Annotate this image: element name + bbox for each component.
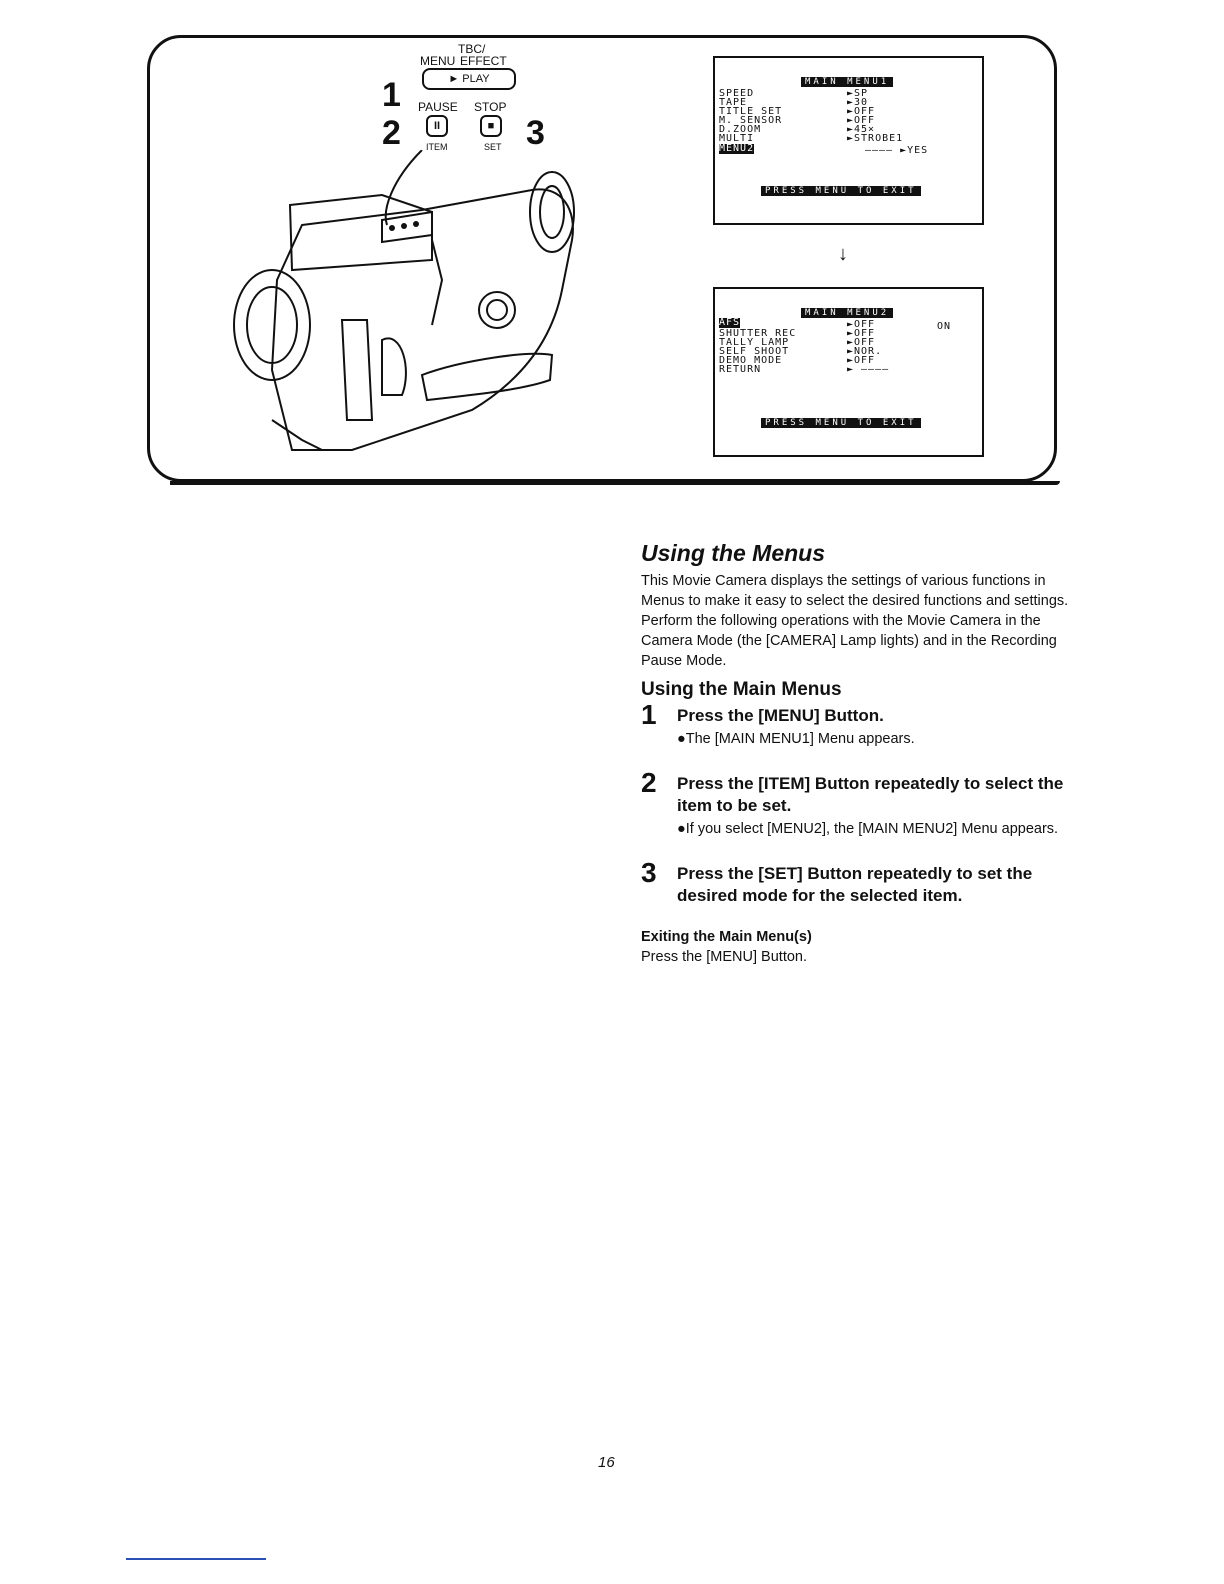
pause-label: PAUSE <box>418 100 458 114</box>
intro-paragraph: Perform the following operations with the Movie Camera in the Camera Mode (the [CAMERA] Lamp lights) and in the Recording Pause Mode. <box>641 613 1057 669</box>
stop-label: STOP <box>474 100 507 114</box>
step <box>641 699 1071 749</box>
camcorder-illustration <box>232 150 582 470</box>
menu1-value: ►OFF <box>847 115 876 126</box>
menu2-value: ►OFF <box>847 355 876 366</box>
menu1-footer: PRESS MENU TO EXIT <box>761 186 921 196</box>
menu2-value: ►OFF <box>847 337 876 348</box>
step <box>641 767 1071 839</box>
subheading: Using the Main Menus <box>641 679 842 700</box>
menu1-item: SPEED <box>719 88 755 99</box>
callout-1: 1 <box>382 76 401 114</box>
menu2-header: MAIN MENU2 <box>801 308 893 318</box>
exit-text: Press the [MENU] Button. <box>641 949 808 965</box>
button-diagram <box>370 42 560 152</box>
menu2-item-selected: AFS <box>719 317 741 328</box>
menu1-value: ►45× <box>847 124 876 135</box>
section-title: Using the Menus <box>641 540 826 566</box>
stop-button: ■ <box>480 115 502 137</box>
menu1-item: TITLE SET <box>719 106 783 117</box>
play-button: ► PLAY <box>422 68 516 90</box>
menu2-extra: ON <box>937 321 952 332</box>
set-label: SET <box>484 142 502 152</box>
step-number: 3 <box>641 857 657 888</box>
pause-button: II <box>426 115 448 137</box>
menu-label: MENU <box>420 54 456 68</box>
item-label: ITEM <box>426 142 448 152</box>
menu2-value: ► –––– <box>847 364 890 375</box>
menu2-item: RETURN <box>719 364 762 375</box>
menu1-value: –––– ►YES <box>865 145 929 156</box>
callout-2: 2 <box>382 114 401 152</box>
menu2-item: TALLY LAMP <box>719 337 790 348</box>
step-note: ●The [MAIN MENU1] Menu appears. <box>677 731 915 747</box>
down-arrow-icon: ↓ <box>838 243 848 265</box>
instructions <box>641 540 1071 967</box>
menu1-item-selected: MENU2 <box>719 143 755 154</box>
menu2-item: SHUTTER REC <box>719 328 797 339</box>
menu1-item: M. SENSOR <box>719 115 783 126</box>
menu1-header: MAIN MENU1 <box>801 77 893 87</box>
menu2-value: ►OFF <box>847 319 876 330</box>
main-menu1-screen <box>713 56 984 225</box>
step-note: ●If you select [MENU2], the [MAIN MENU2] Menu appears. <box>677 821 1059 837</box>
step-title: Press the [ITEM] Button repeatedly to select the item to be set. <box>677 774 1064 815</box>
step <box>641 857 1071 907</box>
menu2-item: SELF SHOOT <box>719 346 790 357</box>
callout-3: 3 <box>526 114 545 152</box>
menu2-footer: PRESS MENU TO EXIT <box>761 418 921 428</box>
menu1-value: ►OFF <box>847 106 876 117</box>
intro-paragraph: This Movie Camera displays the settings of various functions in Menus to make it easy to select the desired functions and settings. <box>641 573 1069 609</box>
menu1-value: ►STROBE1 <box>847 133 904 144</box>
menu2-item: DEMO MODE <box>719 355 783 366</box>
menu1-value: ►SP <box>847 88 869 99</box>
main-menu2-screen <box>713 287 984 457</box>
step-title: Press the [MENU] Button. <box>677 706 884 725</box>
menu2-value: ►OFF <box>847 328 876 339</box>
menu1-item: D.ZOOM <box>719 124 762 135</box>
step-number: 2 <box>641 767 657 798</box>
page-number: 16 <box>598 1454 615 1471</box>
menu2-value: ►NOR. <box>847 346 883 357</box>
footer-rule <box>126 1558 266 1560</box>
effect-label: EFFECT <box>460 54 507 68</box>
step-number: 1 <box>641 699 657 730</box>
menu1-value: ►30 <box>847 97 869 108</box>
menu1-item: MULTI <box>719 133 755 144</box>
exit-heading: Exiting the Main Menu(s) <box>641 929 812 945</box>
menu1-item: TAPE <box>719 97 748 108</box>
step-title: Press the [SET] Button repeatedly to set the desired mode for the selected item. <box>677 864 1033 905</box>
tbc-label: TBC/ <box>458 42 486 56</box>
